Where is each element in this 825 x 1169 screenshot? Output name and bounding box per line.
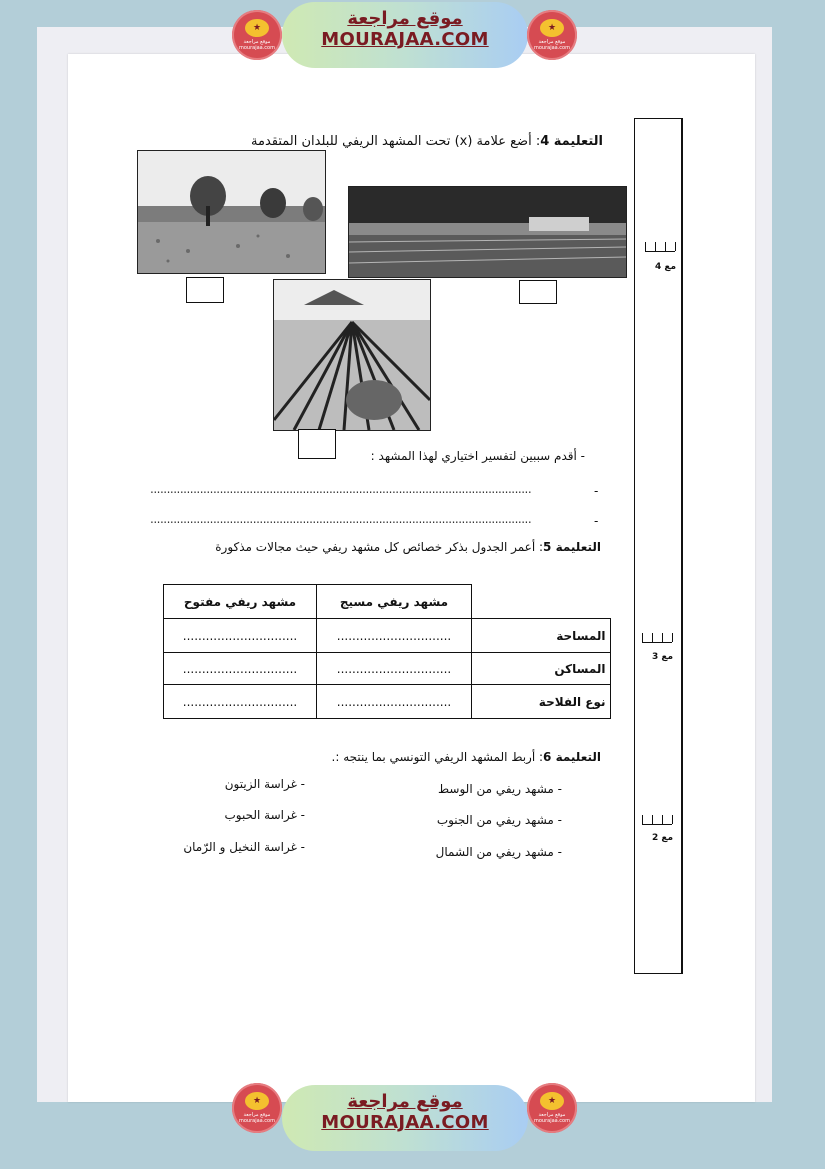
score-label-4: مع 4 [655, 262, 677, 272]
exercise4-question: - أقدم سببين لتفسير اختياري لهذا المشهد : [370, 449, 585, 463]
site-name-ar-bottom[interactable]: موقع مراجعة [347, 1091, 463, 1112]
cell-open-housing[interactable]: .............................. [164, 653, 317, 685]
table-row [164, 653, 611, 685]
exercise5-title: التعليمة 5 [543, 540, 601, 554]
exercise6-heading [332, 750, 601, 764]
site-banner-top[interactable] [282, 2, 528, 68]
answer-line-2[interactable]: ................................................................................................................... [150, 512, 532, 526]
score-label-3: مع 3 [652, 652, 674, 662]
checkbox-photo-2[interactable] [519, 280, 557, 304]
site-logo-badge-left: ★ موقع مراجعة mourajaa.com [232, 10, 282, 60]
checkbox-photo-3[interactable] [298, 429, 336, 459]
exercise5-instruction: : أعمر الجدول بذكر خصائص كل مشهد ريفي حيث مجالات مذكورة [215, 540, 544, 554]
table-row [164, 619, 611, 653]
site-logo-badge-left-bottom: ★ موقع مراجعة mourajaa.com [232, 1083, 282, 1133]
score-label-2: مع 2 [652, 833, 674, 843]
table-header-row [164, 585, 611, 619]
region-north[interactable]: - مشهد ريفي من الشمال [435, 845, 562, 859]
cell-enclosed-area[interactable]: .............................. [317, 619, 472, 653]
product-palms-pomegranates[interactable]: - غراسة النخيل و الرّمان [183, 840, 305, 854]
site-logo-badge-right: ★ موقع مراجعة mourajaa.com [527, 10, 577, 60]
photo-countryside-trees [137, 150, 326, 274]
exercise4-title: التعليمة 4 [540, 134, 603, 149]
site-name-en[interactable]: MOURAJAA.COM [321, 29, 489, 50]
exercise4-instruction: : أضع علامة (x) تحت المشهد الريفي للبلدان المتقدمة [251, 134, 541, 149]
product-grains[interactable]: - غراسة الحبوب [224, 808, 305, 822]
table-corner [472, 585, 611, 619]
row-label-farming: نوع الفلاحة [472, 685, 611, 719]
header-open: مشهد ريفي مفتوح [164, 585, 317, 619]
site-name-ar[interactable]: موقع مراجعة [347, 8, 463, 29]
row-label-area: المساحة [472, 619, 611, 653]
cell-open-area[interactable]: .............................. [164, 619, 317, 653]
cell-open-farming[interactable]: .............................. [164, 685, 317, 719]
answer-line-1[interactable]: ................................................................................................................... [150, 482, 532, 496]
region-center[interactable]: - مشهد ريفي من الوسط [438, 782, 562, 796]
table-row [164, 685, 611, 719]
exercise6-title: التعليمة 6 [543, 750, 601, 764]
exercise5-heading [215, 540, 601, 554]
score-box-3 [642, 633, 672, 643]
region-south[interactable]: - مشهد ريفي من الجنوب [436, 813, 562, 827]
characteristics-table [163, 584, 611, 719]
row-label-housing: المساكن [472, 653, 611, 685]
answer-dash-2: - [594, 514, 599, 528]
header-enclosed: مشهد ريفي مسيج [317, 585, 472, 619]
answer-dash-1: - [594, 484, 599, 498]
site-banner-bottom[interactable] [282, 1085, 528, 1151]
cell-enclosed-housing[interactable]: .............................. [317, 653, 472, 685]
score-box-4 [645, 242, 675, 252]
site-name-en-bottom[interactable]: MOURAJAA.COM [321, 1112, 489, 1133]
product-olives[interactable]: - غراسة الزيتون [224, 777, 305, 791]
photo-furrowed-field [273, 279, 431, 431]
score-box-2 [642, 815, 672, 825]
exercise4-heading [251, 134, 603, 149]
cell-enclosed-farming[interactable]: .............................. [317, 685, 472, 719]
photo-open-fields [348, 186, 627, 278]
checkbox-photo-1[interactable] [186, 277, 224, 303]
site-logo-badge-right-bottom: ★ موقع مراجعة mourajaa.com [527, 1083, 577, 1133]
exercise6-instruction: : أربط المشهد الريفي التونسي بما ينتجه :. [331, 750, 544, 764]
